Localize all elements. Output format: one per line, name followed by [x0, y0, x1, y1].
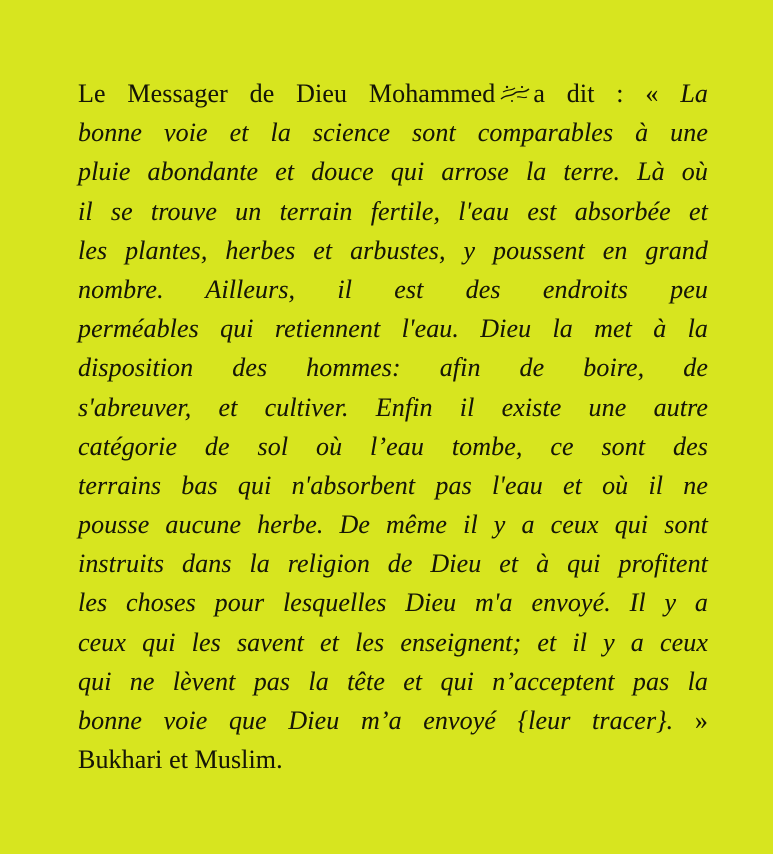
- hadith-line-9: s'abreuver, et cultiver. Enfin il existe une autre: [78, 392, 708, 422]
- hadith-line-13: instruits dans la religion de Dieu et à qui profitent: [78, 549, 708, 579]
- hadith-line-12: pousse aucune herbe. De même il y a ceux qui sont: [78, 510, 708, 540]
- hadith-line-11: terrains bas qui n'absorbent pas l'eau et où il ne: [78, 470, 708, 500]
- hadith-line-1-intro: Le Messager de Dieu Mohammed: [78, 79, 496, 108]
- hadith-line-1: [78, 74, 708, 113]
- hadith-line-10: catégorie de sol où l’eau tombe, ce sont des: [78, 431, 708, 461]
- hadith-line-17: [78, 701, 708, 740]
- hadith-line-5: les plantes, herbes et arbustes, y poussent en grand: [78, 235, 708, 265]
- hadith-text-block: [78, 74, 708, 779]
- hadith-line-16: qui ne lèvent pas la tête et qui n’acceptent pas la: [78, 666, 708, 696]
- arabic-salawat-icon: [499, 82, 531, 104]
- hadith-line-2: bonne voie et la science sont comparables à une: [78, 118, 708, 148]
- hadith-line-1-quote-start: La: [680, 79, 708, 108]
- hadith-line-1-said: a dit : «: [533, 79, 659, 108]
- closing-quote-mark: »: [694, 706, 708, 735]
- hadith-line-4: il se trouve un terrain fertile, l'eau est absorbée et: [78, 196, 708, 226]
- hadith-line-14: les choses pour lesquelles Dieu m'a envoyé. Il y a: [78, 588, 708, 618]
- hadith-line-7: perméables qui retiennent l'eau. Dieu la met à la: [78, 314, 708, 344]
- hadith-line-6: nombre. Ailleurs, il est des endroits peu: [78, 274, 708, 304]
- source-attribution: Bukhari et Muslim.: [78, 745, 283, 775]
- hadith-line-15: ceux qui les savent et les enseignent; et il y a ceux: [78, 627, 708, 657]
- hadith-line-3: pluie abondante et douce qui arrose la terre. Là où: [78, 157, 708, 187]
- hadith-line-17-quote-end: bonne voie que Dieu m’a envoyé {leur tracer}.: [78, 706, 674, 735]
- hadith-line-8: disposition des hommes: afin de boire, de: [78, 353, 708, 383]
